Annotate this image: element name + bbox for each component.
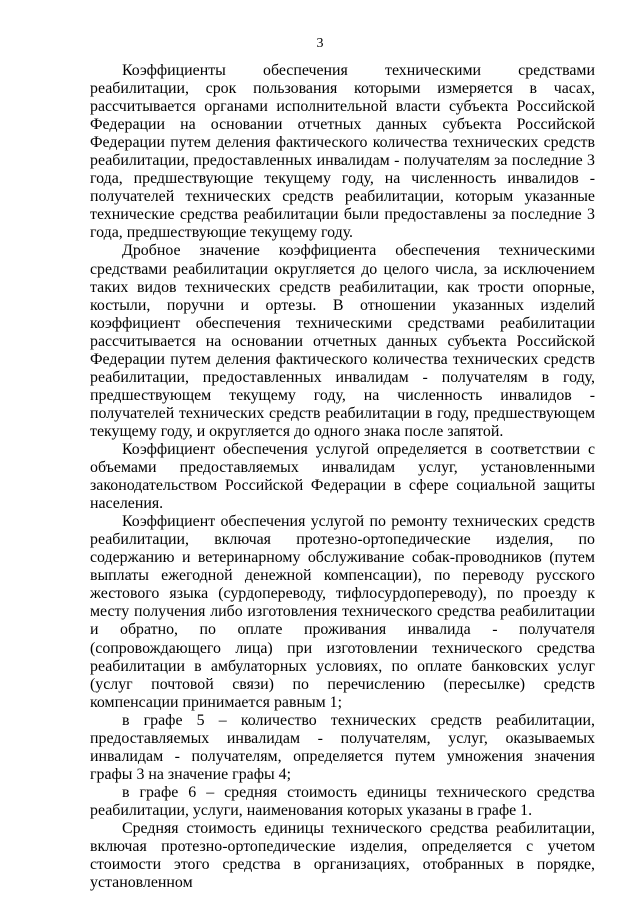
- paragraph-1: Коэффициенты обеспечения техническими средствами реабилитации, срок пользования которыми измеряется в часах, рассчитывается органами исполнительной власти субъекта Российской Федерации на основании отчетных данных субъекта Российской Федерации путем деления фактического количества технических средств реабилитации, предоставленных инвалидам - получателям за последние 3 года, предшествующие текущему году, на численность инвалидов - получателей технических средств реабилитации, которым указанные технические средства реабилитации были предоставлены за последние 3 года, предшествующие текущему году.: [90, 62, 595, 242]
- document-body: [90, 62, 595, 892]
- paragraph-2: Дробное значение коэффициента обеспечения техническими средствами реабилитации округляется до целого числа, за исключением таких видов технических средств реабилитации, как трости опорные, костыли, поручни и ортезы. В отношении указанных изделий коэффициент обеспечения техническими средствами реабилитации рассчитывается на основании отчетных данных субъекта Российской Федерации путем деления фактического количества технических средств реабилитации, предоставленных инвалидам - получателям в году, предшествующем текущему году, на численность инвалидов - получателей технических средств реабилитации в году, предшествующем текущему году, и округляется до одного знака после запятой.: [90, 242, 595, 440]
- paragraph-5: в графе 5 – количество технических средств реабилитации, предоставляемых инвалидам - получателям, услуг, оказываемых инвалидам - получателям, определяется путем умножения значения графы 3 на значение графы 4;: [90, 711, 595, 783]
- paragraph-4: Коэффициент обеспечения услугой по ремонту технических средств реабилитации, включая протезно-ортопедические изделия, по содержанию и ветеринарному обслуживание собак-проводников (путем выплаты ежегодной денежной компенсации), по переводу русского жестового языка (сурдопереводу, тифлосурдопереводу), по проезду к месту получения либо изготовления технического средства реабилитации и обратно, по оплате проживания инвалида - получателя (сопровождающего лица) при изготовлении технического средства реабилитации в амбулаторных условиях, по оплате банковских услуг (услуг почтовой связи) по перечислению (пересылке) средств компенсации принимается равным 1;: [90, 513, 595, 711]
- paragraph-3: Коэффициент обеспечения услугой определяется в соответствии с объемами предоставляемых инвалидам услуг, установленными законодательством Российской Федерации в сфере социальной защиты населения.: [90, 440, 595, 513]
- page-number: 3: [316, 36, 324, 51]
- paragraph-6: в графе 6 – средняя стоимость единицы технического средства реабилитации, услуги, наименования которых указаны в графе 1.: [90, 783, 595, 819]
- paragraph-7: Средняя стоимость единицы технического средства реабилитации, включая протезно-ортопедические изделия, определяется с учетом стоимости этого средства в организациях, отобранных в порядке, установленном: [90, 819, 595, 892]
